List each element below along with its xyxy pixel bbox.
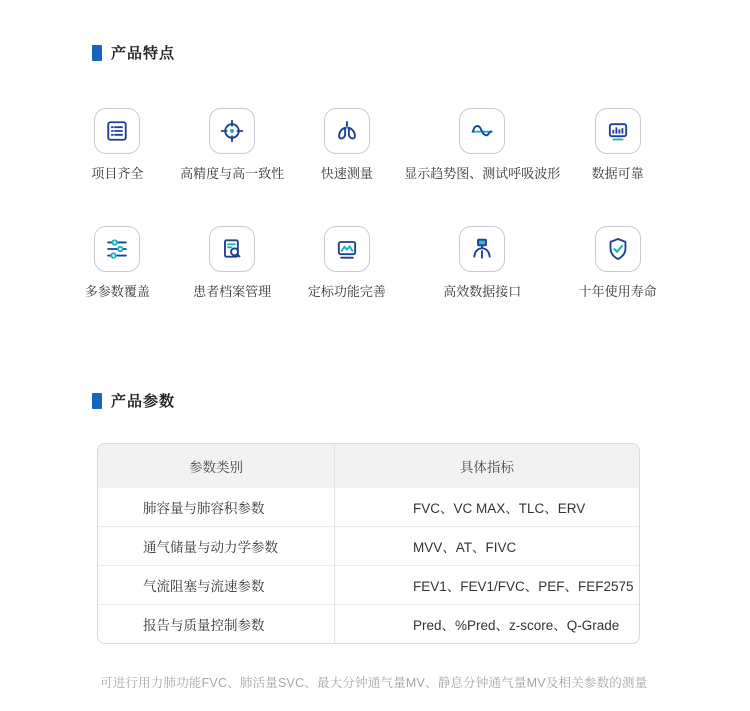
cell-category: 肺容量与肺容积参数 <box>143 501 265 516</box>
cell-category: 气流阻塞与流速参数 <box>143 579 265 594</box>
feature-item <box>560 226 675 300</box>
feature-label: 高效数据接口 <box>443 284 522 299</box>
bar-chart-icon <box>595 108 641 154</box>
waveform-icon <box>459 108 505 154</box>
cell-indicators: MVV、AT、FIVC <box>334 527 639 565</box>
table-header-row <box>98 444 639 488</box>
feature-item <box>404 226 560 300</box>
cell-category: 报告与质量控制参数 <box>143 618 265 633</box>
accent-bar <box>92 393 102 409</box>
feature-item <box>175 108 290 182</box>
accent-bar <box>92 45 102 61</box>
feature-label: 快速测量 <box>320 166 373 181</box>
monitor-wave-icon <box>324 226 370 272</box>
features-section-header <box>92 0 750 63</box>
feature-item <box>175 226 290 300</box>
column-header-indicators: 具体指标 <box>334 444 639 488</box>
feature-label: 高精度与高一致性 <box>180 166 285 181</box>
column-header-category: 参数类别 <box>189 460 243 475</box>
feature-item <box>289 226 404 300</box>
feature-item <box>404 108 560 182</box>
cell-indicators: FEV1、FEV1/FVC、PEF、FEF2575 <box>334 566 639 604</box>
target-icon <box>209 108 255 154</box>
feature-item <box>289 108 404 182</box>
sliders-icon <box>94 226 140 272</box>
data-hub-icon <box>459 226 505 272</box>
table-row <box>98 565 639 604</box>
feature-label: 定标功能完善 <box>307 284 386 299</box>
feature-label: 显示趋势图、测试呼吸波形 <box>404 166 561 181</box>
file-search-icon <box>209 226 255 272</box>
cell-indicators: Pred、%Pred、z-score、Q-Grade <box>334 605 639 643</box>
cell-category: 通气储量与动力学参数 <box>143 540 278 555</box>
feature-label: 多参数覆盖 <box>84 284 150 299</box>
feature-grid <box>60 108 675 300</box>
parameters-section-header <box>92 390 750 411</box>
shield-check-icon <box>595 226 641 272</box>
feature-item <box>560 108 675 182</box>
cell-indicators: FVC、VC MAX、TLC、ERV <box>334 488 639 526</box>
table-body <box>98 488 639 643</box>
table-row <box>98 604 639 643</box>
parameters-table <box>97 443 640 644</box>
table-row <box>98 526 639 565</box>
features-section-title: 产品特点 <box>111 45 176 62</box>
feature-label: 数据可靠 <box>591 166 644 181</box>
feature-label: 患者档案管理 <box>193 284 272 299</box>
list-icon <box>94 108 140 154</box>
parameters-section-title: 产品参数 <box>111 393 176 410</box>
feature-item <box>60 108 175 182</box>
table-row <box>98 488 639 526</box>
feature-label: 项目齐全 <box>91 166 144 181</box>
feature-label: 十年使用寿命 <box>578 284 657 299</box>
lungs-icon <box>324 108 370 154</box>
parameters-footnote: 可进行用力肺功能FVC、肺活量SVC、最大分钟通气量MV、静息分钟通气量MV及相关参数的测量 <box>100 676 648 690</box>
feature-item <box>60 226 175 300</box>
